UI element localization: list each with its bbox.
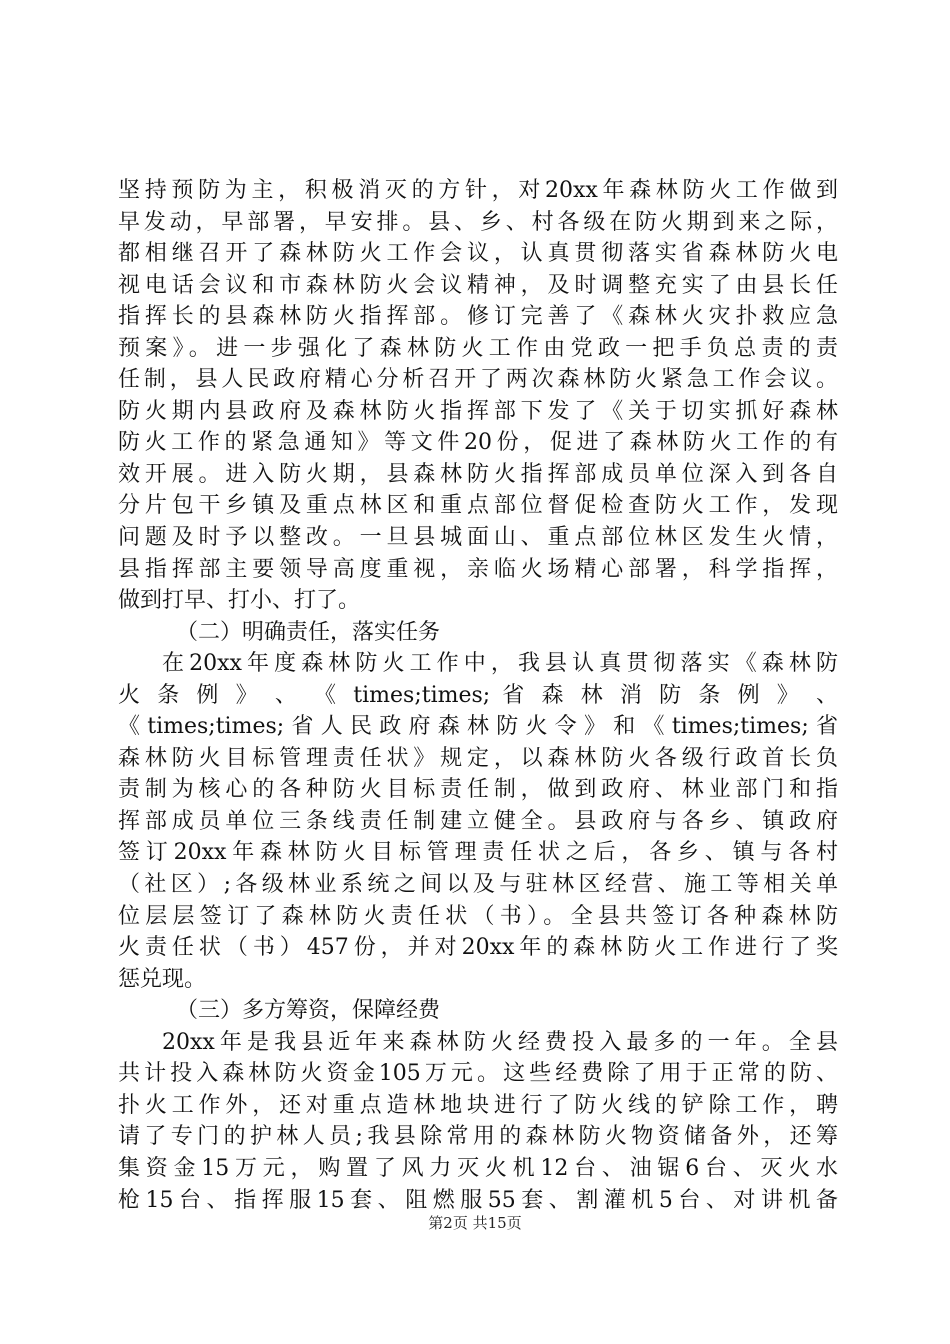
text-line: 责制为核心的各种防火目标责任制，做到政府、林业部门和指 [118, 777, 838, 803]
text-line: 枪15台、指挥服15套、阻燃服55套、割灌机5台、对讲机备 [118, 1187, 838, 1213]
text-line: 视电话会议和市森林防火会议精神，及时调整充实了由县长任 [118, 272, 838, 298]
document-body [118, 175, 838, 1216]
text-line: 在20xx年度森林防火工作中，我县认真贯彻落实《森林防 [162, 651, 838, 677]
text-line: 都相继召开了森林防火工作会议，认真贯彻落实省森林防火电 [118, 241, 838, 267]
text-line: 火责任状（书）457份，并对20xx年的森林防火工作进行了奖 [118, 935, 838, 961]
text-line: 20xx年是我县近年来森林防火经费投入最多的一年。全县 [162, 1029, 838, 1055]
section-heading: （二）明确责任，落实任务 [176, 619, 441, 645]
text-line: 森林防火目标管理责任状》规定，以森林防火各级行政首长负 [118, 745, 838, 771]
text-line: 分片包干乡镇及重点林区和重点部位督促检查防火工作，发现 [118, 493, 838, 519]
text-line: 坚持预防为主，积极消灭的方针，对20xx年森林防火工作做到 [118, 178, 838, 203]
page-footer: 第2页 共15页 [428, 1214, 522, 1232]
text-line: 县指挥部主要领导高度重视，亲临火场精心部署，科学指挥， [118, 556, 838, 582]
text-line: 做到打早、打小、打了。 [118, 588, 361, 614]
text-line: 集资金15万元，购置了风力灭火机12台、油锯6台、灭火水 [118, 1155, 838, 1181]
text-line: 防火期内县政府及森林防火指挥部下发了《关于切实抓好森林 [118, 398, 838, 424]
text-line: 签订20xx年森林防火目标管理责任状之后，各乡、镇与各村 [118, 840, 838, 866]
text-line: 防火工作的紧急通知》等文件20份，促进了森林防火工作的有 [118, 430, 838, 456]
text-line: 挥部成员单位三条线责任制建立健全。县政府与各乡、镇政府 [118, 808, 838, 834]
text-line: 早发动，早部署，早安排。县、乡、村各级在防火期到来之际， [118, 209, 838, 235]
text-line: 任制，县人民政府精心分析召开了两次森林防火紧急工作会议。 [118, 367, 838, 393]
text-line: （社区）;各级林业系统之间以及与驻林区经营、施工等相关单 [118, 872, 838, 898]
text-line: 问题及时予以整改。一旦县城面山、重点部位林区发生火情， [118, 525, 838, 551]
text-line: 请了专门的护林人员;我县除常用的森林防火物资储备外，还筹 [118, 1124, 838, 1150]
text-line: 位层层签订了森林防火责任状（书）。全县共签订各种森林防 [118, 903, 838, 929]
section-heading: （三）多方筹资，保障经费 [176, 998, 441, 1024]
text-line: 指挥长的县森林防火指挥部。修订完善了《森林火灾扑救应急 [118, 304, 838, 330]
text-line: 效开展。进入防火期，县森林防火指挥部成员单位深入到各自 [118, 461, 838, 487]
text-line: 扑火工作外，还对重点造林地块进行了防火线的铲除工作，聘 [118, 1092, 838, 1118]
text-line: 预案》。进一步强化了森林防火工作由党政一把手负总责的责 [118, 335, 838, 361]
text-line: 惩兑现。 [118, 966, 207, 992]
text-line: 共计投入森林防火资金105万元。这些经费除了用于正常的防、 [118, 1061, 838, 1087]
text-line: 火 条 例 》 、 《 times;times; 省 森 林 消 防 条 例 》 、 [118, 682, 838, 708]
text-line: 《times;times;省人民政府森林防火令》和《times;times;省 [118, 714, 838, 740]
